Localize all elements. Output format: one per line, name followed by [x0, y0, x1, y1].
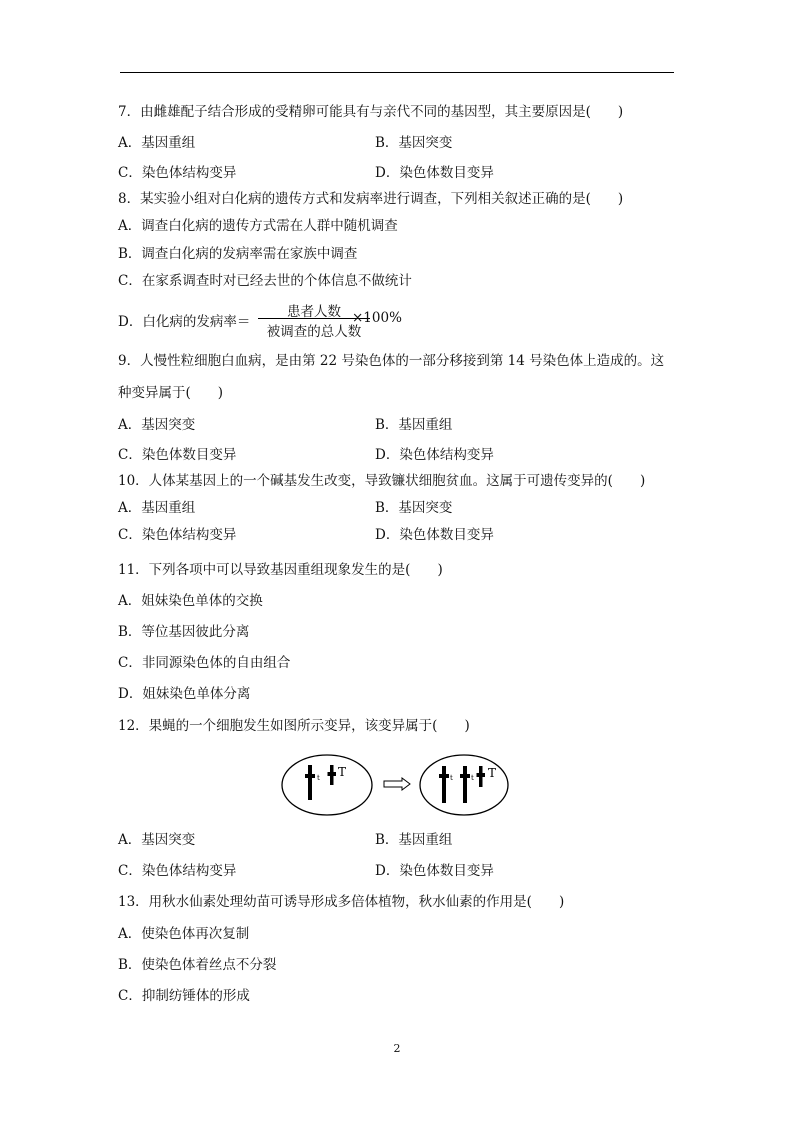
q8-option-d-lead: D．白化病的发病率＝	[118, 314, 251, 330]
q13-option-a: A．使染色体再次复制	[118, 926, 250, 942]
fraction-numerator: 患者人数	[287, 304, 341, 320]
allele-label-t: t	[471, 774, 474, 782]
q9-stem-line1: 9．人慢性粒细胞白血病，是由第 22 号染色体的一部分移接到第 14 号染色体上造成的。这	[118, 353, 665, 369]
q12-option-a: A．基因突变	[118, 832, 196, 848]
q9-stem-line2: 种变异属于( )	[118, 385, 224, 401]
q9-option-c: C．染色体数目变异	[118, 447, 237, 463]
header-rule	[120, 72, 674, 73]
q7-stem: 7．由雌雄配子结合形成的受精卵可能具有与亲代不同的基因型，其主要原因是( )	[118, 104, 624, 120]
chromosome-after-1	[439, 766, 449, 803]
q10-option-c: C．染色体结构变异	[118, 527, 237, 543]
q13-option-b: B．使染色体着丝点不分裂	[118, 957, 277, 973]
q10-option-a: A．基因重组	[118, 500, 196, 516]
q7-option-d: D．染色体数目变异	[375, 165, 494, 181]
q12-option-d: D．染色体数目变异	[375, 863, 494, 879]
allele-label-T: T	[338, 765, 347, 779]
arrow-icon	[384, 778, 410, 790]
q11-option-c: C．非同源染色体的自由组合	[118, 655, 291, 671]
allele-label-t: t	[317, 774, 320, 782]
allele-label-T: T	[488, 766, 497, 780]
q8-option-b: B．调查白化病的发病率需在家族中调查	[118, 246, 358, 262]
q12-option-c: C．染色体结构变异	[118, 863, 237, 879]
q11-option-b: B．等位基因彼此分离	[118, 624, 250, 640]
q9-option-a: A．基因突变	[118, 417, 196, 433]
q8-stem: 8．某实验小组对白化病的遗传方式和发病率进行调查，下列相关叙述正确的是( )	[118, 191, 624, 207]
q8-option-c: C．在家系调查时对已经去世的个体信息不做统计	[118, 273, 412, 289]
q7-option-c: C．染色体结构变异	[118, 165, 237, 181]
chromosome-after-3	[477, 766, 486, 787]
q13-option-c: C．抑制纺锤体的形成	[118, 988, 250, 1004]
q8-option-a: A．调查白化病的遗传方式需在人群中随机调查	[118, 218, 398, 234]
allele-label-t: t	[450, 774, 453, 782]
q11-option-d: D．姐妹染色单体分离	[118, 686, 251, 702]
q10-option-b: B．基因突变	[375, 500, 453, 516]
q7-option-a: A．基因重组	[118, 135, 196, 151]
q10-option-d: D．染色体数目变异	[375, 527, 494, 543]
page-number: 2	[393, 1042, 401, 1055]
q12-option-b: B．基因重组	[375, 832, 453, 848]
chromosome-after-2	[460, 766, 470, 803]
q11-option-a: A．姐妹染色单体的交换	[118, 593, 263, 609]
q12-stem: 12．果蝇的一个细胞发生如图所示变异，该变异属于( )	[118, 718, 470, 734]
fraction-denominator: 被调查的总人数	[266, 324, 362, 340]
q11-stem: 11．下列各项中可以导致基因重组现象发生的是( )	[118, 562, 443, 578]
chromosome-before-2	[328, 765, 337, 785]
q9-option-d: D．染色体结构变异	[375, 447, 494, 463]
q9-option-b: B．基因重组	[375, 417, 453, 433]
chromosome-variation-figure	[280, 752, 530, 818]
q13-stem: 13．用秋水仙素处理幼苗可诱导形成多倍体植物，秋水仙素的作用是( )	[118, 894, 565, 910]
q7-option-b: B．基因突变	[375, 135, 453, 151]
chromosome-before-1	[305, 765, 315, 800]
cell-before	[282, 755, 372, 815]
q10-stem: 10．人体某基因上的一个碱基发生改变，导致镰状细胞贫血。这属于可遗传变异的( )	[118, 473, 646, 489]
q8-option-d-tail: ×100%	[352, 310, 402, 326]
